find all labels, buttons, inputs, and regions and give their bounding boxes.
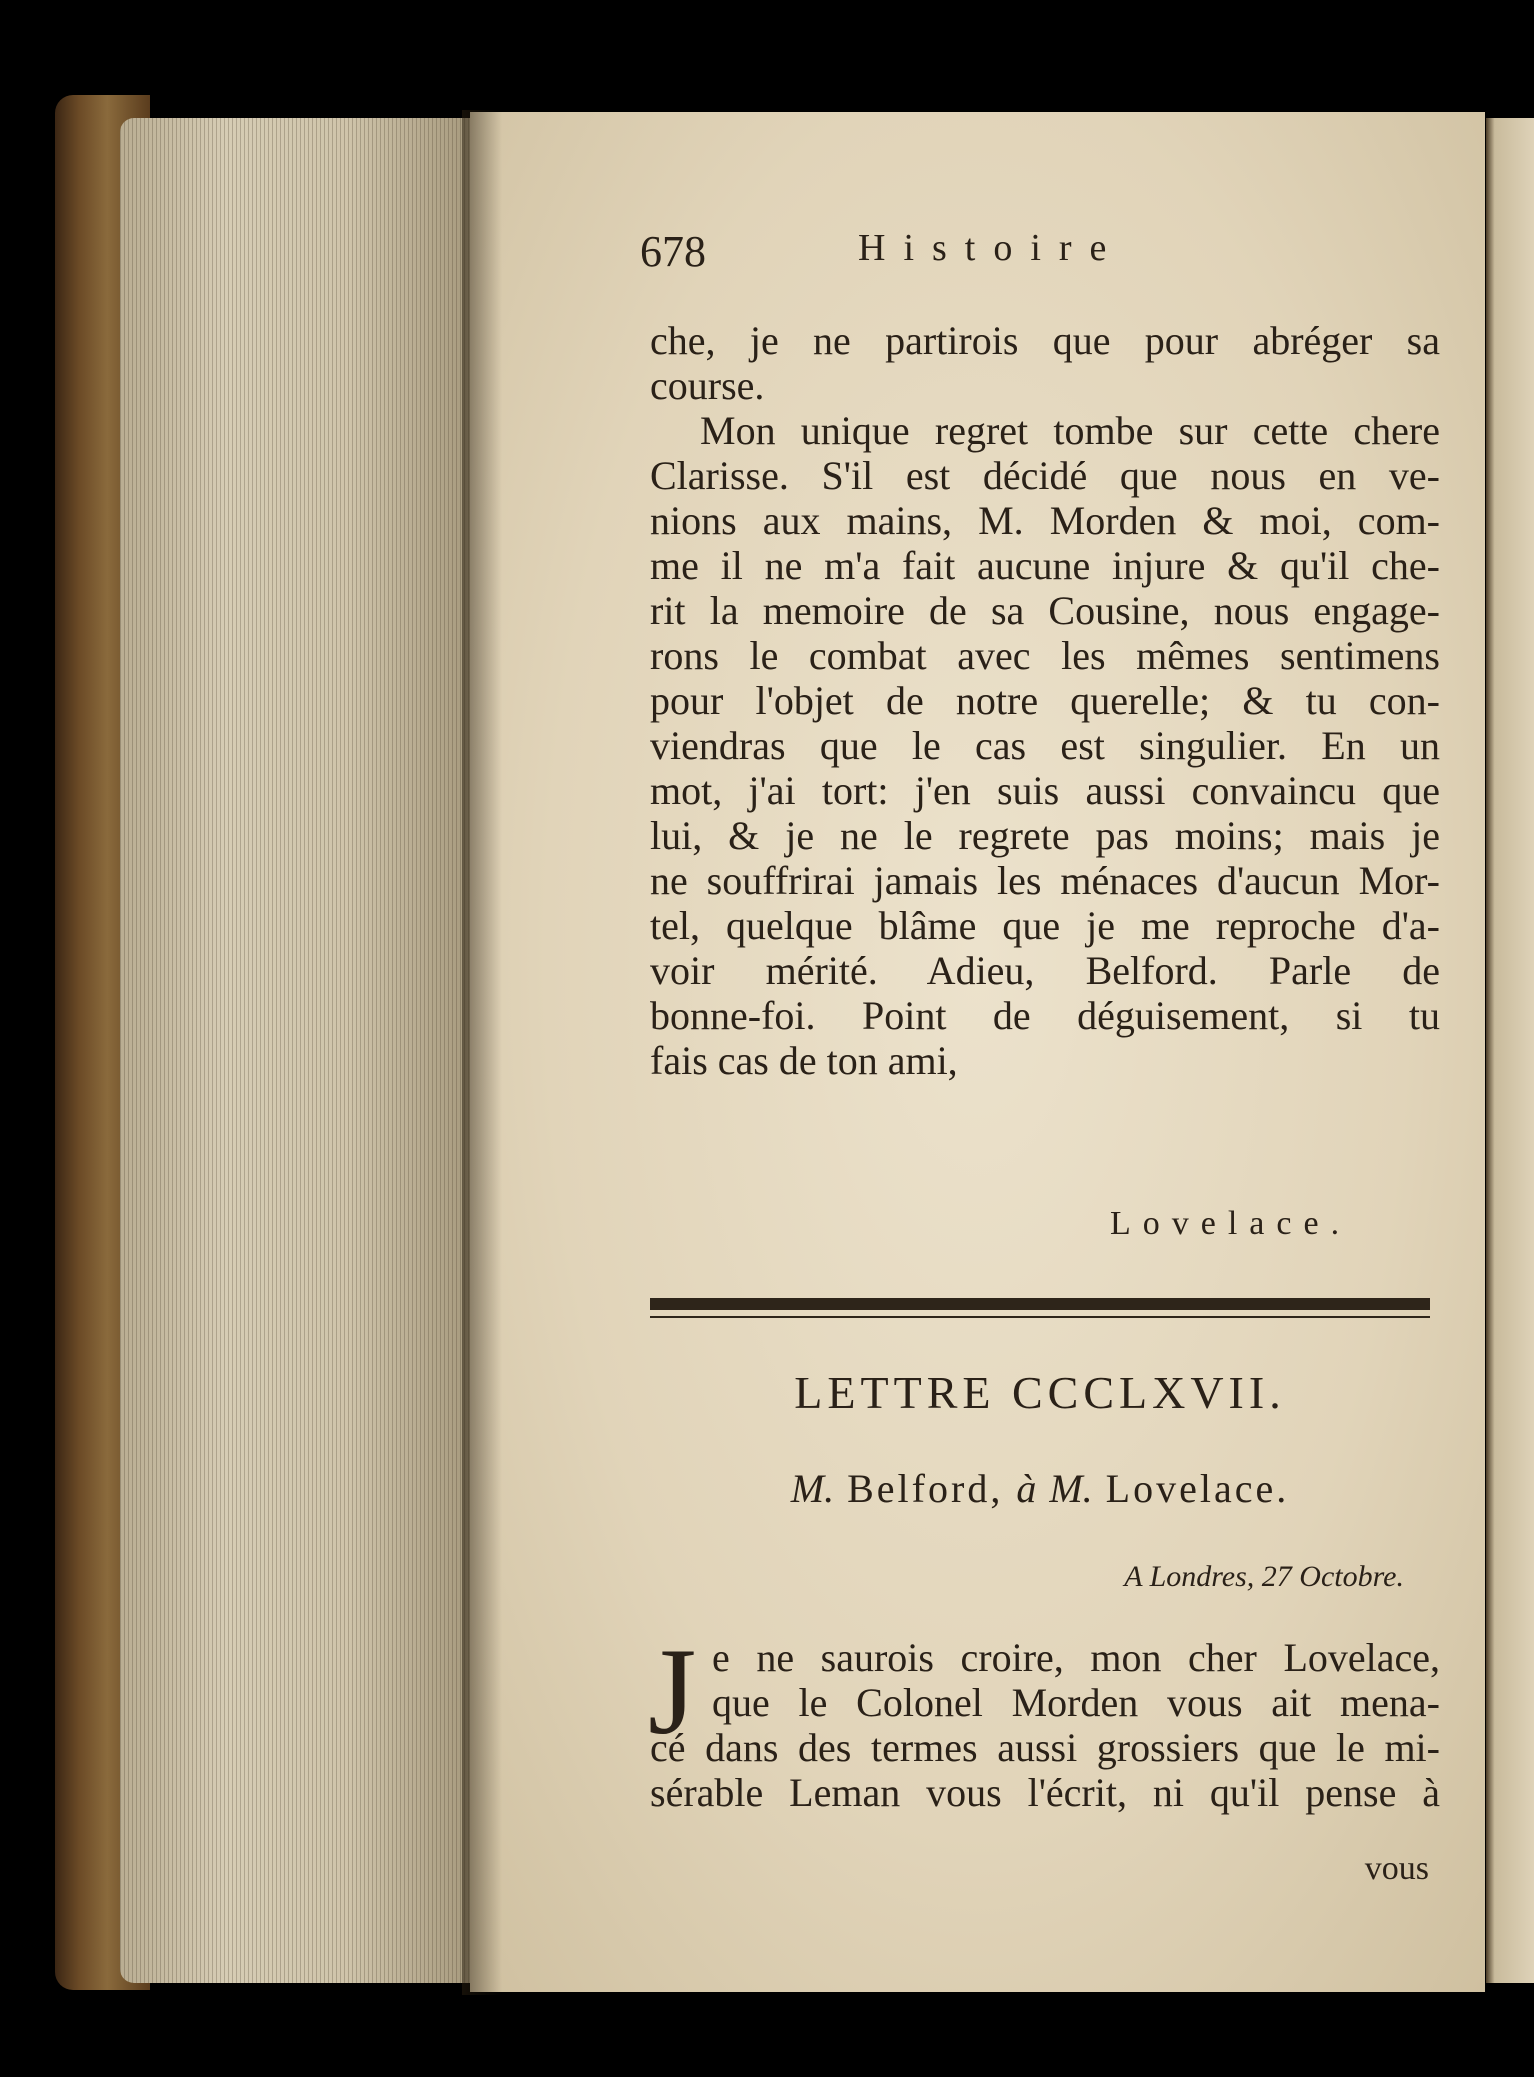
text-line: e ne saurois croire, mon cher Lovelace, <box>712 1635 1440 1680</box>
text-line: que le Colonel Morden vous ait mena- <box>712 1680 1440 1725</box>
text-line: Clarisse. S'il est décidé que nous en ve- <box>650 453 1440 498</box>
text-line: pour l'objet de notre querelle; & tu con- <box>650 678 1440 723</box>
page-edges <box>120 118 470 1983</box>
to-name: Lovelace. <box>1105 1466 1290 1511</box>
thin-rule <box>650 1316 1430 1318</box>
page-number: 678 <box>640 227 706 276</box>
text-line: rit la memoire de sa Cousine, nous engage- <box>650 588 1440 633</box>
text-line: ne souffrirai jamais les ménaces d'aucun Mor- <box>650 858 1440 903</box>
text-line: course. <box>650 363 765 408</box>
ornamental-rule <box>650 1298 1430 1310</box>
from-name: Belford, <box>847 1466 1004 1511</box>
text-line: cé dans des termes aussi grossiers que le mi- <box>650 1725 1440 1770</box>
text-line: tel, quelque blâme que je me reproche d'a- <box>650 903 1440 948</box>
text-line: bonne-foi. Point de déguisement, si tu <box>650 993 1440 1038</box>
letter-title: LETTRE CCCLXVII. <box>794 1367 1286 1418</box>
text-line: lui, & je ne le regrete pas moins; mais je <box>650 813 1440 858</box>
drop-cap: J <box>648 1623 697 1760</box>
text-line: sérable Leman vous l'écrit, ni qu'il pense à <box>650 1770 1440 1815</box>
running-title: Histoire <box>858 227 1125 269</box>
facing-page-edge <box>1486 118 1534 1983</box>
text-line: mot, j'ai tort: j'en suis aussi convaincu que <box>650 768 1440 813</box>
to-word: à <box>1016 1466 1037 1511</box>
signature: Lovelace. <box>1110 1205 1352 1242</box>
text-line: fais cas de ton ami, <box>650 1038 958 1083</box>
text-line: Mon unique regret tombe sur cette chere <box>700 408 1440 453</box>
catchword: vous <box>1364 1850 1429 1887</box>
text-line: viendras que le cas est singulier. En un <box>650 723 1440 768</box>
text-line: me il ne m'a fait aucune injure & qu'il che- <box>650 543 1440 588</box>
continuation-text <box>650 318 1440 1083</box>
new-letter-text <box>650 1635 1440 1815</box>
text-line: voir mérité. Adieu, Belford. Parle de <box>650 948 1440 993</box>
text-line: che, je ne partirois que pour abréger sa <box>650 318 1440 363</box>
to-prefix: M. <box>1049 1466 1093 1511</box>
text-line: nions aux mains, M. Morden & moi, com- <box>650 498 1440 543</box>
salutation <box>650 1465 1430 1512</box>
gutter-shadow <box>462 110 502 1995</box>
dateline: A Londres, 27 Octobre. <box>1124 1560 1404 1593</box>
text-line: rons le combat avec les mêmes sentimens <box>650 633 1440 678</box>
from-prefix: M. <box>790 1466 835 1511</box>
